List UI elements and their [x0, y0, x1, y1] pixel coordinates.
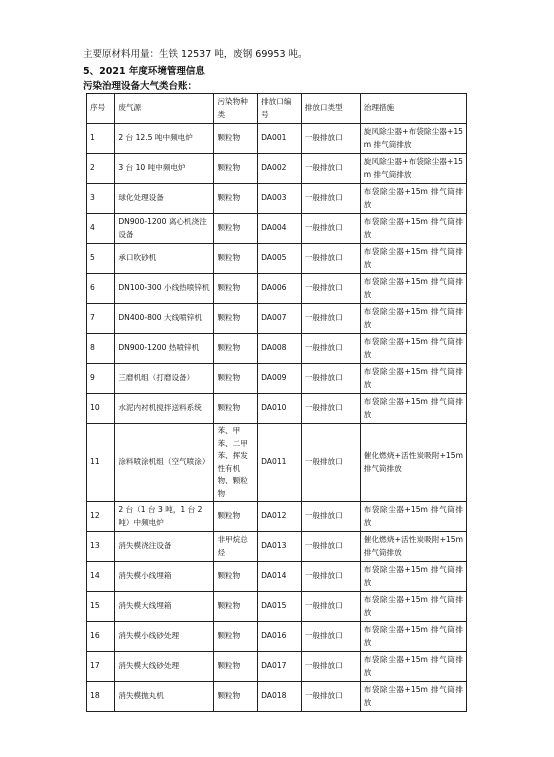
table-cell: 一般排放口 — [301, 184, 360, 214]
table-cell: DA005 — [258, 244, 302, 274]
table-cell: 10 — [87, 394, 115, 424]
table-cell: 11 — [87, 424, 115, 502]
table-cell: 消失模大线埋箱 — [115, 592, 214, 622]
table-cell: 布袋除尘器+15m 排气筒排放 — [360, 184, 466, 214]
header-cell: 治理措施 — [360, 94, 466, 124]
table-row — [87, 424, 467, 502]
table-cell: 一般排放口 — [301, 424, 360, 502]
table-cell: 催化燃烧+活性炭吸附+15m 排气筒排放 — [360, 532, 466, 562]
table-cell: 颗粒物 — [214, 214, 258, 244]
table-cell: 布袋除尘器+15m 排气筒排放 — [360, 304, 466, 334]
table-cell: DN900-1200 离心机浇注设备 — [115, 214, 214, 244]
table-cell: DA004 — [258, 214, 302, 244]
table-cell: 一般排放口 — [301, 652, 360, 682]
table-cell: 布袋除尘器+15m 排气筒排放 — [360, 622, 466, 652]
table-cell: 三磨机组（打磨设备） — [115, 364, 214, 394]
table-cell: DA008 — [258, 334, 302, 364]
header-cell: 排放口编号 — [258, 94, 302, 124]
table-cell: 2 — [87, 154, 115, 184]
table-cell: 一般排放口 — [301, 364, 360, 394]
table-cell: 布袋除尘器+15m 排气筒排放 — [360, 214, 466, 244]
table-cell: 一般排放口 — [301, 334, 360, 364]
table-cell: 涂料喷涂机组（空气喷涂） — [115, 424, 214, 502]
table-cell: 布袋除尘器+15m 排气筒排放 — [360, 592, 466, 622]
table-cell: DA002 — [258, 154, 302, 184]
materials-line: 主要原材料用量：生铁 12537 吨，废钢 69953 吨。 — [83, 49, 308, 60]
table-cell: 布袋除尘器+15m 排气筒排放 — [360, 682, 466, 712]
section-title: 5、2021 年度环境管理信息 — [83, 66, 205, 77]
subsection-title: 污染治理设备大气类台账： — [83, 81, 198, 92]
table-cell: 催化燃烧+活性炭吸附+15m 排气筒排放 — [360, 424, 466, 502]
table-cell: 承口吹砂机 — [115, 244, 214, 274]
table-cell: 5 — [87, 244, 115, 274]
table-row — [87, 592, 467, 622]
table-row — [87, 154, 467, 184]
table-cell: 7 — [87, 304, 115, 334]
table-row — [87, 334, 467, 364]
table-cell: 颗粒物 — [214, 394, 258, 424]
table-row — [87, 274, 467, 304]
table-cell: 一般排放口 — [301, 592, 360, 622]
table-cell: DA018 — [258, 682, 302, 712]
table-cell: 1 — [87, 124, 115, 154]
table-cell: 布袋除尘器+15m 排气筒排放 — [360, 502, 466, 532]
table-row — [87, 652, 467, 682]
table-row — [87, 682, 467, 712]
table-row — [87, 502, 467, 532]
table-cell: 一般排放口 — [301, 214, 360, 244]
table-cell: 2 台 12.5 吨中频电炉 — [115, 124, 214, 154]
table-cell: 颗粒物 — [214, 502, 258, 532]
table-row — [87, 562, 467, 592]
table-cell: 颗粒物 — [214, 274, 258, 304]
table-cell: 一般排放口 — [301, 532, 360, 562]
table-cell: 4 — [87, 214, 115, 244]
table-cell: DA016 — [258, 622, 302, 652]
table-cell: 颗粒物 — [214, 304, 258, 334]
table-cell: DN100-300 小线热喷锌机 — [115, 274, 214, 304]
table-cell: DA012 — [258, 502, 302, 532]
table-cell: 3 — [87, 184, 115, 214]
table-cell: 消失模浇注设备 — [115, 532, 214, 562]
table-cell: 6 — [87, 274, 115, 304]
table-row — [87, 184, 467, 214]
table-cell: 布袋除尘器+15m 排气筒排放 — [360, 652, 466, 682]
table-row — [87, 532, 467, 562]
header-cell: 废气源 — [115, 94, 214, 124]
table-cell: 水泥内衬机搅拌送料系统 — [115, 394, 214, 424]
table-cell: DA015 — [258, 592, 302, 622]
table-cell: 球化处理设备 — [115, 184, 214, 214]
table-cell: 颗粒物 — [214, 622, 258, 652]
header-cell: 排放口类型 — [301, 94, 360, 124]
table-cell: 18 — [87, 682, 115, 712]
table-cell: 颗粒物 — [214, 364, 258, 394]
table-cell: 消失模小线砂处理 — [115, 622, 214, 652]
table-row — [87, 394, 467, 424]
table-row — [87, 364, 467, 394]
table-cell: 17 — [87, 652, 115, 682]
table-cell: DA009 — [258, 364, 302, 394]
table-cell: 3 台 10 吨中频电炉 — [115, 154, 214, 184]
table-cell: 15 — [87, 592, 115, 622]
table-row — [87, 124, 467, 154]
table-cell: 14 — [87, 562, 115, 592]
table-cell: 布袋除尘器+15m 排气筒排放 — [360, 562, 466, 592]
table-row — [87, 622, 467, 652]
table-cell: 一般排放口 — [301, 394, 360, 424]
table-cell: DA014 — [258, 562, 302, 592]
table-cell: 12 — [87, 502, 115, 532]
table-cell: DA013 — [258, 532, 302, 562]
table-cell: DA011 — [258, 424, 302, 502]
table-cell: 消失模大线砂处理 — [115, 652, 214, 682]
table-cell: 颗粒物 — [214, 562, 258, 592]
table-cell: 布袋除尘器+15m 排气筒排放 — [360, 364, 466, 394]
table-cell: 消失模小线埋箱 — [115, 562, 214, 592]
table-cell: 布袋除尘器+15m 排气筒排放 — [360, 244, 466, 274]
air-pollution-equipment-table — [86, 93, 467, 712]
header-cell: 污染物种类 — [214, 94, 258, 124]
table-cell: 颗粒物 — [214, 184, 258, 214]
table-cell: 颗粒物 — [214, 592, 258, 622]
table-cell: DA010 — [258, 394, 302, 424]
table-cell: 颗粒物 — [214, 682, 258, 712]
table-cell: 一般排放口 — [301, 274, 360, 304]
table-cell: 8 — [87, 334, 115, 364]
table-cell: 一般排放口 — [301, 622, 360, 652]
table-cell: 布袋除尘器+15m 排气筒排放 — [360, 334, 466, 364]
table-cell: 一般排放口 — [301, 304, 360, 334]
table-header-row — [87, 94, 467, 124]
table-cell: DA003 — [258, 184, 302, 214]
table-row — [87, 304, 467, 334]
table-cell: 布袋除尘器+15m 排气筒排放 — [360, 394, 466, 424]
table-row — [87, 244, 467, 274]
table-cell: 苯、甲苯、二甲苯、挥发性有机物、颗粒物 — [214, 424, 258, 502]
table-cell: 布袋除尘器+15m 排气筒排放 — [360, 274, 466, 304]
table-cell: 旋风除尘器+布袋除尘器+15m 排气筒排放 — [360, 124, 466, 154]
table-cell: 一般排放口 — [301, 124, 360, 154]
header-cell: 序号 — [87, 94, 115, 124]
table-cell: 一般排放口 — [301, 502, 360, 532]
table-cell: 一般排放口 — [301, 562, 360, 592]
table-cell: 一般排放口 — [301, 154, 360, 184]
table-cell: 16 — [87, 622, 115, 652]
table-cell: DA007 — [258, 304, 302, 334]
table-cell: 旋风除尘器+布袋除尘器+15m 排气筒排放 — [360, 154, 466, 184]
table-cell: 9 — [87, 364, 115, 394]
table-row — [87, 214, 467, 244]
table-cell: 消失模抛丸机 — [115, 682, 214, 712]
table-cell: DA006 — [258, 274, 302, 304]
table-cell: DA001 — [258, 124, 302, 154]
table-cell: 颗粒物 — [214, 334, 258, 364]
table-cell: 颗粒物 — [214, 154, 258, 184]
table-cell: 一般排放口 — [301, 682, 360, 712]
table-cell: 颗粒物 — [214, 244, 258, 274]
table-cell: 一般排放口 — [301, 244, 360, 274]
table-cell: DN400-800 大线喷锌机 — [115, 304, 214, 334]
table-cell: 颗粒物 — [214, 124, 258, 154]
table-cell: 非甲烷总烃 — [214, 532, 258, 562]
table-cell: 2 台（1 台 3 吨，1 台 2 吨）中频电炉 — [115, 502, 214, 532]
table-cell: 13 — [87, 532, 115, 562]
table-cell: DA017 — [258, 652, 302, 682]
table-cell: DN900-1200 热喷锌机 — [115, 334, 214, 364]
table-cell: 颗粒物 — [214, 652, 258, 682]
